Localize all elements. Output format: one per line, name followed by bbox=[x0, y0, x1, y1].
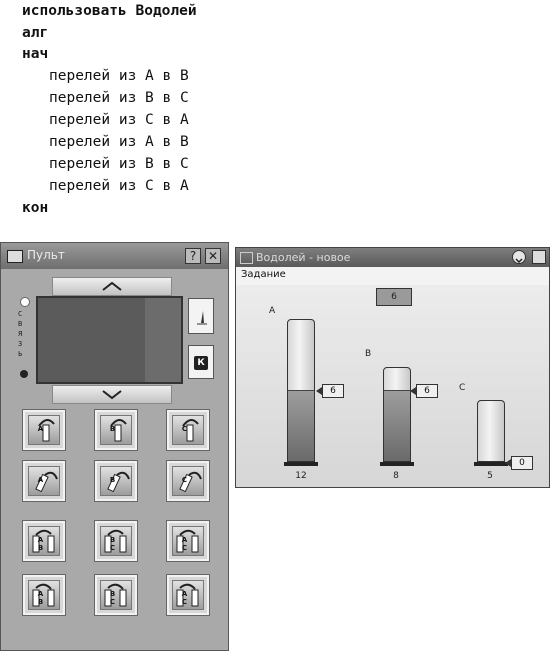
vessel-a-base bbox=[284, 462, 318, 466]
cmd-fill-b-button[interactable] bbox=[94, 409, 138, 451]
fill-vessel-icon bbox=[29, 416, 59, 444]
code-line: перелей из C в A bbox=[49, 112, 189, 128]
cmd-face bbox=[172, 415, 204, 445]
vessel-c-label: C bbox=[459, 383, 466, 393]
cmd-face bbox=[100, 466, 132, 496]
code-line: перелей из B в C bbox=[49, 90, 189, 106]
cmd-pour-c-to-a-button[interactable] bbox=[166, 520, 210, 562]
chevron-up-icon bbox=[53, 278, 171, 295]
vodoley-window bbox=[235, 247, 550, 488]
cmd-empty-b-button[interactable] bbox=[94, 460, 138, 502]
code-line: алг bbox=[22, 25, 49, 41]
connection-label: С В Я З Ь bbox=[18, 310, 23, 358]
vodoley-titlebar[interactable] bbox=[236, 248, 549, 267]
vessel-b-base bbox=[380, 462, 414, 466]
cmd-face bbox=[172, 580, 204, 610]
vessel-a-label: A bbox=[269, 306, 276, 316]
chevron-down-icon bbox=[53, 386, 171, 403]
empty-vessel-icon bbox=[173, 467, 203, 495]
cmd-face bbox=[172, 466, 204, 496]
empty-vessel-icon bbox=[101, 467, 131, 495]
cmd-label: A B bbox=[37, 590, 53, 606]
cmd-label: C bbox=[181, 425, 197, 433]
vodoley-title: Водолей - новое bbox=[256, 251, 351, 264]
cmd-pour-b-to-a-button[interactable] bbox=[22, 574, 66, 616]
code-line: перелей из A в B bbox=[49, 68, 189, 84]
vessel-c-base bbox=[474, 462, 508, 466]
cmd-face bbox=[28, 526, 60, 556]
pour-icon bbox=[101, 527, 131, 555]
vessel-a-water bbox=[288, 390, 314, 462]
k-label: К bbox=[194, 356, 208, 370]
program-listing bbox=[0, 0, 300, 215]
help-button[interactable]: ? bbox=[185, 248, 201, 264]
pour-icon bbox=[101, 581, 131, 609]
cmd-fill-c-button[interactable] bbox=[166, 409, 210, 451]
cmd-face bbox=[28, 415, 60, 445]
vessel-c bbox=[477, 400, 505, 462]
empty-vessel-icon bbox=[29, 467, 59, 495]
cmd-label: B C bbox=[109, 536, 125, 552]
cmd-pour-b-to-c-button[interactable] bbox=[94, 520, 138, 562]
k-button[interactable] bbox=[188, 345, 214, 379]
cmd-label: A C bbox=[181, 590, 197, 606]
cmd-empty-a-button[interactable] bbox=[22, 460, 66, 502]
cmd-label: C bbox=[181, 476, 197, 484]
cmd-label: A bbox=[37, 425, 53, 433]
cmd-label: B bbox=[109, 476, 125, 484]
pen-icon bbox=[189, 299, 213, 333]
menu-bar bbox=[236, 267, 549, 286]
pult-titlebar[interactable] bbox=[1, 243, 228, 269]
cmd-fill-a-button[interactable] bbox=[22, 409, 66, 451]
vessel-a bbox=[287, 319, 315, 462]
cmd-face bbox=[100, 580, 132, 610]
code-line: перелей из A в B bbox=[49, 134, 189, 150]
cmd-face bbox=[28, 466, 60, 496]
code-line: перелей из B в C bbox=[49, 156, 189, 172]
pour-icon bbox=[29, 527, 59, 555]
cmd-empty-c-button[interactable] bbox=[166, 460, 210, 502]
fill-vessel-icon bbox=[101, 416, 131, 444]
pour-icon bbox=[173, 581, 203, 609]
menu-task[interactable]: Задание bbox=[241, 269, 286, 280]
code-line: кон bbox=[22, 200, 49, 216]
cmd-pour-a-to-c-button[interactable] bbox=[166, 574, 210, 616]
fill-vessel-icon bbox=[173, 416, 203, 444]
cmd-pour-c-to-b-button[interactable] bbox=[94, 574, 138, 616]
vessel-b-capacity: 8 bbox=[393, 471, 399, 481]
vessels-area bbox=[236, 285, 549, 487]
vessel-b-amount: 6 bbox=[416, 384, 438, 398]
cmd-label: A B bbox=[37, 536, 53, 552]
cmd-label: B C bbox=[109, 590, 125, 606]
minimize-button[interactable] bbox=[512, 250, 526, 264]
target-amount: 6 bbox=[376, 288, 412, 306]
code-line: нач bbox=[22, 46, 49, 62]
close-button[interactable]: ✕ bbox=[205, 248, 221, 264]
code-line: перелей из C в A bbox=[49, 178, 189, 194]
vessel-c-capacity: 5 bbox=[487, 471, 493, 481]
vessel-b-water bbox=[384, 390, 410, 461]
cmd-label: A C bbox=[181, 536, 197, 552]
window-icon bbox=[240, 252, 253, 264]
cmd-pour-a-to-b-button[interactable] bbox=[22, 520, 66, 562]
copy-button[interactable] bbox=[188, 298, 214, 334]
vessel-a-capacity: 12 bbox=[295, 471, 307, 481]
pult-title: Пульт bbox=[27, 248, 65, 262]
scroll-up-button[interactable] bbox=[52, 277, 172, 296]
cmd-face bbox=[28, 580, 60, 610]
pour-icon bbox=[173, 527, 203, 555]
vessel-c-amount: 0 bbox=[511, 456, 533, 470]
vessel-b-label: B bbox=[365, 349, 372, 359]
cmd-face bbox=[172, 526, 204, 556]
scroll-down-button[interactable] bbox=[52, 385, 172, 404]
vessel-b bbox=[383, 367, 411, 462]
window-icon bbox=[7, 250, 23, 263]
chevron-down-icon bbox=[513, 254, 525, 266]
vessel-a-amount: 6 bbox=[322, 384, 344, 398]
pour-icon bbox=[29, 581, 59, 609]
cmd-label: A bbox=[37, 476, 53, 484]
cmd-face bbox=[100, 415, 132, 445]
close-button[interactable] bbox=[532, 250, 546, 264]
cmd-label: B bbox=[109, 425, 125, 433]
cmd-face bbox=[100, 526, 132, 556]
code-line: использовать Водолей bbox=[22, 3, 197, 19]
